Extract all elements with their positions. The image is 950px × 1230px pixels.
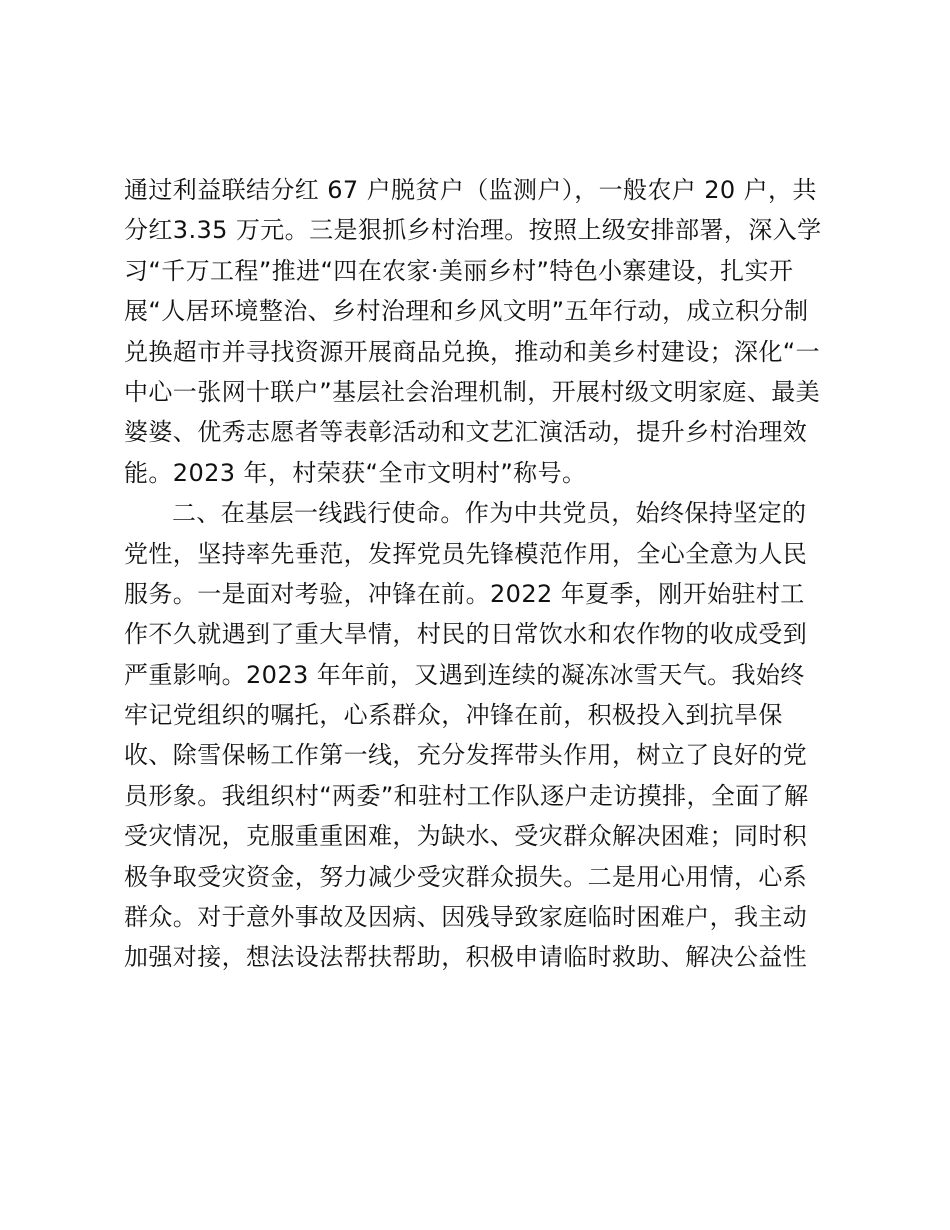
- text-line: 分红3.35 万元。三是狠抓乡村治理。按照上级安排部署，深入学: [124, 216, 822, 245]
- text-line: 严重影响。2023 年年前，又遇到连续的凝冻冰雪天气。我始终: [124, 660, 805, 689]
- text-line: 牢记党组织的嘱托，心系群众，冲锋在前，积极投入到抗旱保: [124, 701, 783, 730]
- paragraph-start-line: 二、在基层一线践行使命。作为中共党员，始终保持坚定的: [172, 499, 807, 528]
- text-line: 受灾情况，克服重重困难，为缺水、受灾群众解决困难；同时积: [124, 822, 808, 851]
- text-line: 作不久就遇到了重大旱情，村民的日常饮水和农作物的收成受到: [124, 620, 808, 649]
- text-line: 服务。一是面对考验，冲锋在前。2022 年夏季，刚开始驻村工: [124, 579, 805, 608]
- text-line: 习“千万工程”推进“四在农家·美丽乡村”特色小寨建设，扎实开: [124, 256, 794, 285]
- text-line: 加强对接，想法设法帮扶帮助，积极申请临时救助、解决公益性: [124, 943, 808, 972]
- text-line: 党性，坚持率先垂范，发挥党员先锋模范作用，全心全意为人民: [124, 539, 808, 568]
- document-body: [124, 170, 844, 978]
- text-line: 群众。对于意外事故及因病、因残导致家庭临时困难户，我主动: [124, 903, 808, 932]
- text-line: 兑换超市并寻找资源开展商品兑换，推动和美乡村建设；深化“一: [124, 337, 821, 366]
- text-line: 员形象。我组织村“两委”和驻村工作队逐户走访摸排，全面了解: [124, 781, 809, 810]
- text-line: 能。2023 年，村荣获“全市文明村”称号。: [124, 458, 587, 487]
- text-line: 展“人居环境整治、乡村治理和乡风文明”五年行动，成立积分制: [124, 297, 809, 326]
- text-line: 极争取受灾资金，努力减少受灾群众损失。二是用心用情，心系: [124, 862, 808, 891]
- text-line: 通过利益联结分红 67 户脱贫户（监测户），一般农户 20 户，共: [124, 176, 817, 204]
- text-line: 中心一张网十联户”基层社会治理机制，开展村级文明家庭、最美: [124, 377, 821, 406]
- text-line: 婆婆、优秀志愿者等表彰活动和文艺汇演活动，提升乡村治理效: [124, 418, 808, 447]
- text-line: 收、除雪保畅工作第一线，充分发挥带头作用，树立了良好的党: [124, 741, 808, 770]
